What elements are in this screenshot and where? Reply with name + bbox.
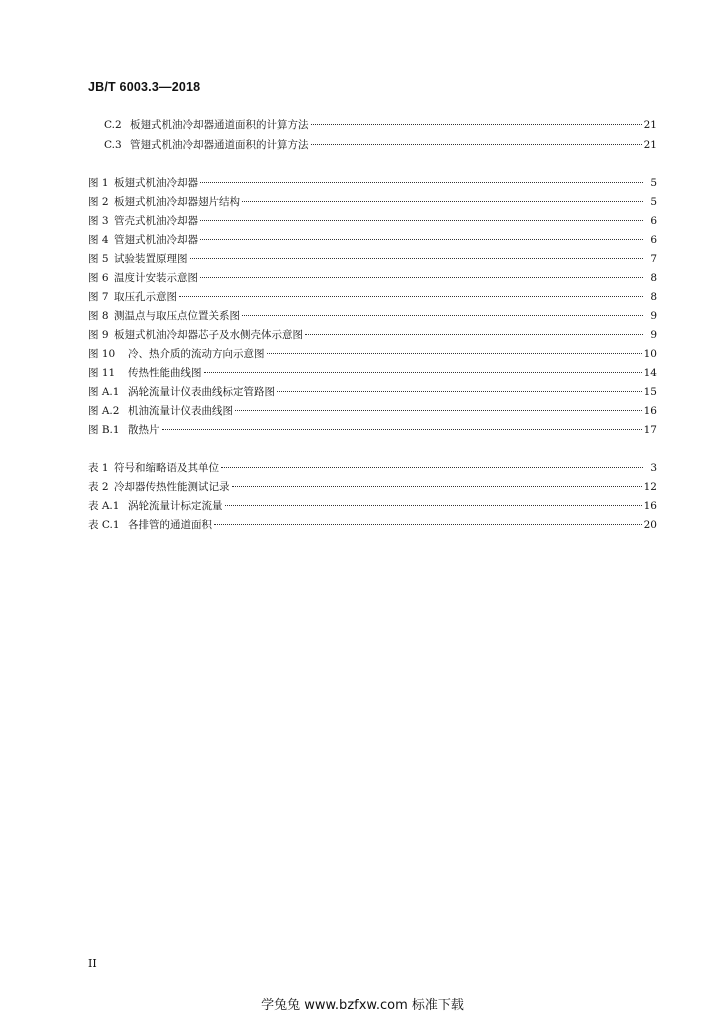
toc-figure-3[interactable] [88, 212, 657, 230]
toc-entry-number: C.3 [104, 139, 122, 151]
toc-dot-leader [200, 239, 643, 240]
toc-entry-title: 板翅式机油冷却器翅片结构 [114, 196, 240, 208]
toc-entry-title: 测温点与取压点位置关系图 [114, 310, 240, 322]
toc-entry-number: 图 A.1 [88, 386, 120, 398]
toc-dot-leader [242, 201, 643, 202]
toc-entry-title: 取压孔示意图 [114, 291, 177, 303]
toc-entry-number: 图 1 [88, 177, 109, 189]
toc-entry-page: 6 [650, 234, 657, 246]
toc-entry-number: 图 7 [88, 291, 109, 303]
toc-entry-title: 传热性能曲线图 [128, 367, 202, 379]
toc-entry-c2[interactable] [104, 116, 657, 134]
toc-entry-title: 符号和缩略语及其单位 [114, 462, 219, 474]
toc-entry-title: 板翅式机油冷却器 [114, 177, 198, 189]
toc-entry-page: 16 [643, 500, 657, 512]
toc-entry-page: 8 [650, 291, 657, 303]
toc-dot-leader [311, 124, 642, 125]
toc-dot-leader [200, 182, 643, 183]
toc-entry-title: 散热片 [128, 424, 160, 436]
toc-figure-5[interactable] [88, 250, 657, 268]
toc-entry-number: 图 5 [88, 253, 109, 265]
toc-entry-title: 机油流量计仪表曲线图 [128, 405, 233, 417]
toc-entry-title: 管翅式机油冷却器 [114, 234, 198, 246]
toc-entry-page: 9 [650, 329, 657, 341]
toc-entry-page: 15 [643, 386, 657, 398]
toc-figure-a1[interactable] [88, 383, 657, 401]
toc-dot-leader [221, 467, 643, 468]
toc-dot-leader [277, 391, 642, 392]
toc-entry-page: 5 [650, 177, 657, 189]
toc-entry-number: 图 B.1 [88, 424, 120, 436]
toc-entry-title: 冷、热介质的流动方向示意图 [128, 348, 265, 360]
toc-entry-title: 管壳式机油冷却器 [114, 215, 198, 227]
toc-dot-leader [242, 315, 643, 316]
toc-figure-8[interactable] [88, 307, 657, 325]
toc-entry-page: 21 [643, 139, 657, 151]
toc-dot-leader [179, 296, 643, 297]
toc-entry-page: 21 [643, 119, 657, 131]
toc-figure-b1[interactable] [88, 421, 657, 439]
toc-entry-number: 图 8 [88, 310, 109, 322]
toc-figure-1[interactable] [88, 174, 657, 192]
toc-entry-title: 各排管的通道面积 [128, 519, 212, 531]
toc-entry-number: 图 A.2 [88, 405, 120, 417]
toc-entry-page: 14 [643, 367, 657, 379]
toc-figure-2[interactable] [88, 193, 657, 211]
toc-entry-number: 图 9 [88, 329, 109, 341]
toc-entry-title: 涡轮流量计标定流量 [128, 500, 223, 512]
toc-dot-leader [162, 429, 642, 430]
toc-entry-title: 温度计安装示意图 [114, 272, 198, 284]
toc-entry-number: 图 4 [88, 234, 109, 246]
toc-entry-page: 20 [643, 519, 657, 531]
toc-entry-page: 16 [643, 405, 657, 417]
toc-entry-number: 图 11 [88, 367, 116, 379]
toc-entry-title: 管翅式机油冷却器通道面积的计算方法 [130, 139, 309, 151]
toc-table-2[interactable] [88, 478, 657, 496]
toc-entry-page: 8 [650, 272, 657, 284]
toc-entry-page: 5 [650, 196, 657, 208]
toc-entry-page: 10 [643, 348, 657, 360]
toc-entry-number: 表 1 [88, 462, 109, 474]
toc-entry-number: 图 6 [88, 272, 109, 284]
toc-table-a1[interactable] [88, 497, 657, 515]
toc-entry-number: C.2 [104, 119, 122, 131]
toc-dot-leader [214, 524, 642, 525]
toc-dot-leader [267, 353, 642, 354]
toc-table-c1[interactable] [88, 516, 657, 534]
toc-entry-title: 冷却器传热性能测试记录 [114, 481, 230, 493]
toc-entry-title: 试验装置原理图 [114, 253, 188, 265]
toc-entry-title: 涡轮流量计仪表曲线标定管路图 [128, 386, 275, 398]
toc-entry-page: 6 [650, 215, 657, 227]
toc-entry-number: 表 2 [88, 481, 109, 493]
toc-entry-number: 图 3 [88, 215, 109, 227]
toc-dot-leader [225, 505, 642, 506]
toc-figure-a2[interactable] [88, 402, 657, 420]
toc-entry-number: 图 10 [88, 348, 116, 360]
toc-dot-leader [232, 486, 642, 487]
toc-entry-page: 12 [643, 481, 657, 493]
toc-dot-leader [200, 277, 643, 278]
toc-entry-page: 7 [650, 253, 657, 265]
toc-entry-c3[interactable] [104, 136, 657, 154]
toc-entry-title: 板翅式机油冷却器芯子及水侧壳体示意图 [114, 329, 303, 341]
toc-dot-leader [305, 334, 643, 335]
toc-entry-number: 表 C.1 [88, 519, 120, 531]
toc-dot-leader [311, 144, 642, 145]
toc-entry-title: 板翅式机油冷却器通道面积的计算方法 [130, 119, 309, 131]
toc-figure-6[interactable] [88, 269, 657, 287]
toc-table-1[interactable] [88, 459, 657, 477]
toc-figure-10[interactable] [88, 345, 657, 363]
toc-dot-leader [190, 258, 644, 259]
toc-dot-leader [200, 220, 643, 221]
toc-figure-11[interactable] [88, 364, 657, 382]
toc-dot-leader [235, 410, 642, 411]
site-watermark: 学兔兔 www.bzfxw.com 标准下载 [261, 998, 464, 1013]
document-code: JB/T 6003.3—2018 [88, 80, 201, 94]
toc-figure-9[interactable] [88, 326, 657, 344]
toc-entry-page: 17 [643, 424, 657, 436]
toc-entry-number: 表 A.1 [88, 500, 120, 512]
toc-entry-number: 图 2 [88, 196, 109, 208]
toc-figure-4[interactable] [88, 231, 657, 249]
toc-entry-page: 3 [650, 462, 657, 474]
toc-entry-page: 9 [650, 310, 657, 322]
toc-figure-7[interactable] [88, 288, 657, 306]
toc-dot-leader [204, 372, 642, 373]
page-number: II [88, 957, 97, 970]
